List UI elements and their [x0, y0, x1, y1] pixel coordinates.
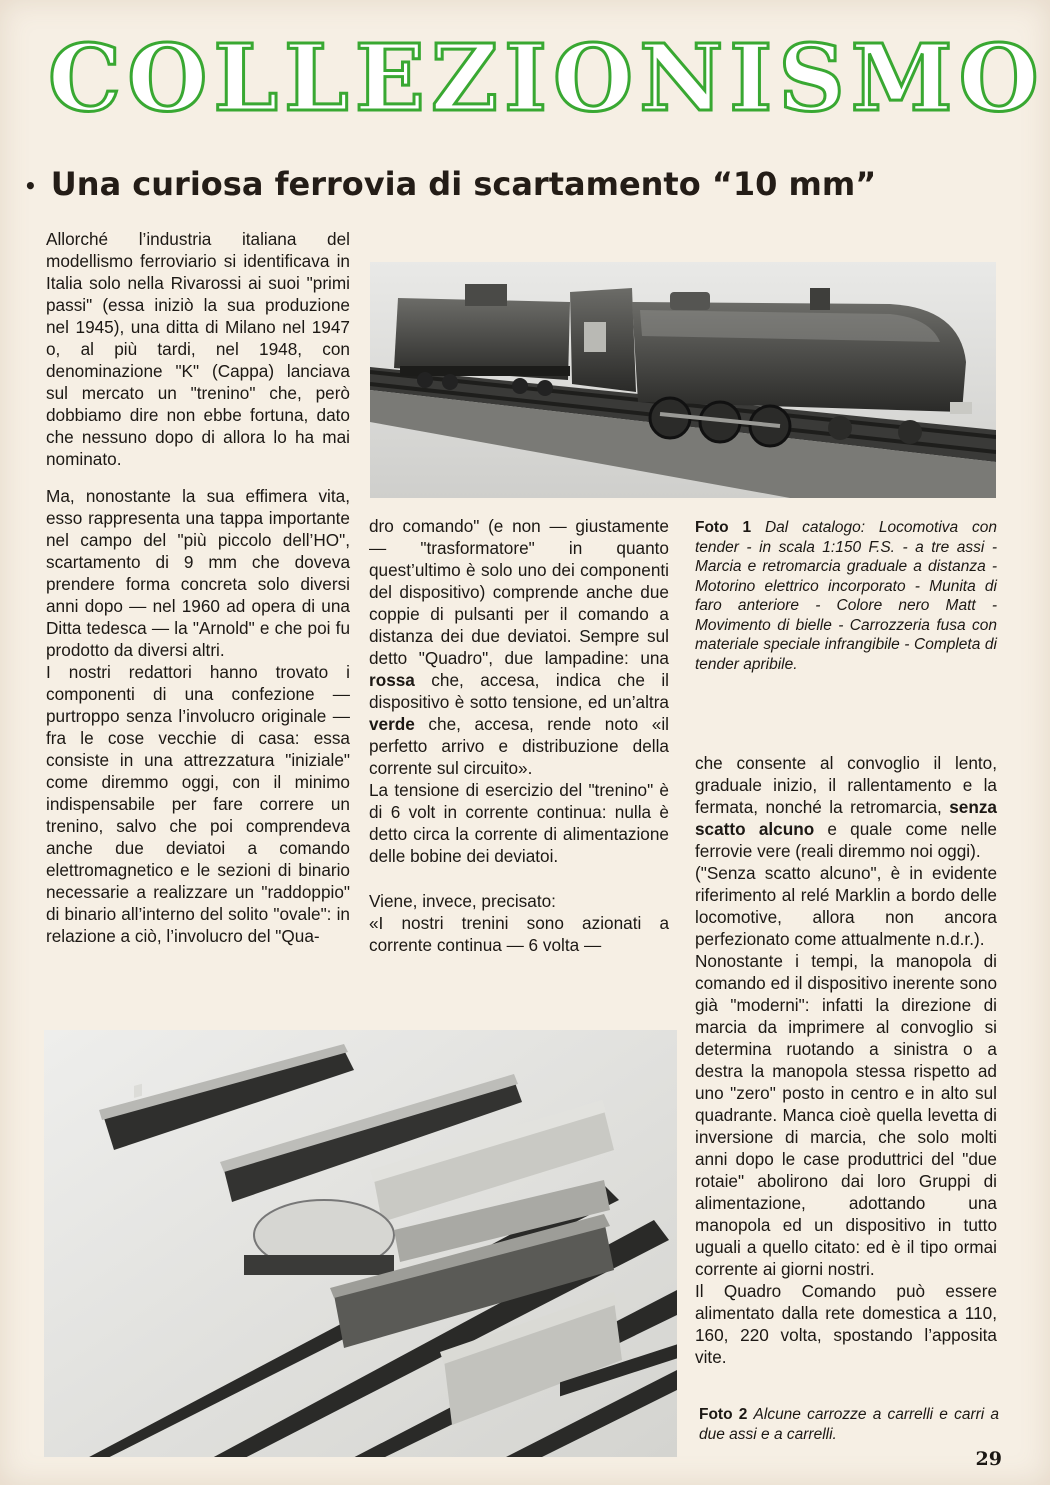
paragraph-text: che consente al convoglio il lento, graduale inizio, il rallentamento e la fermata, nonché la retromarcia, [695, 753, 997, 817]
caption-text: Dal catalogo: Locomotiva con tender - in scala 1:150 F.S. - a tre assi - Marcia e retromarcia graduale a distanza - Motorino elettrico incorporato - Munita di faro anteriore - Colore nero Matt - Movimento di bielle - Carrozzeria fusa con materiale speciale infrangibile - Completa di tender apribile. [695, 519, 997, 673]
paragraph: Viene, invece, precisato: [369, 891, 556, 911]
paragraph [695, 752, 997, 1368]
page-number: 29 [975, 1448, 1002, 1470]
paragraph-text: ("Senza scatto alcuno", è in evidente riferimento al relé Marklin a bordo delle locomotive, allora non ancora perfezionato come attualmente n.d.r.). [695, 863, 997, 949]
photo-carriages [44, 1030, 677, 1457]
paragraph-text: e quale come nelle ferrovie vere (reali diremmo noi oggi). [695, 819, 997, 861]
paragraph [46, 485, 350, 947]
paragraph-text: che, accesa, rende noto «il perfetto arrivo e distribuzione della corrente sul circuito». [369, 714, 669, 778]
emphasis-verde: verde [369, 714, 415, 734]
paragraph-text: Il Quadro Comando può essere alimentato dalla rete domestica a 110, 160, 220 volta, spostando l’apposita vite. [695, 1281, 997, 1367]
paragraph-text: Nonostante i tempi, la manopola di comando ed il dispositivo inerente sono già "moderni": infatti la direzione di marcia da imprimere al convoglio si determina ruotando a sinistra o a destra la manopola stessa rispetto ad uno "zero" posto in centro e in alto sul quadrante. Manca cioè quella levetta di inversione di marcia, che solo molti anni dopo le case produttrici del "due rotaie" abolirono dai loro Gruppi di alimentazione, adottando una manopola ed un dispositivo in tutto uguali a quello citato: ed è il tipo ormai corrente ai giorni nostri. [695, 951, 997, 1279]
emphasis-rossa: rossa [369, 670, 415, 690]
article-title-text: Una curiosa ferrovia di scartamento “10 mm” [50, 165, 877, 203]
paragraph: «I nostri trenini sono azionati a corrente continua — 6 volta — [369, 913, 669, 955]
section-title: COLLEZIONISMO [48, 24, 1045, 132]
paragraph-text: che, accesa, indica che il dispositivo è sotto tensione, ed un’altra [369, 670, 669, 712]
paragraph [369, 515, 669, 867]
caption-label: Foto 2 [699, 1406, 748, 1423]
article-title [24, 162, 1004, 208]
bullet-icon: • [24, 174, 37, 198]
paragraph: Allorché l’industria italiana del modellismo ferroviario si identificava in Italia solo nella Rivarossi ai suoi "primi passi" (essa iniziò la sua produzione nel 1945), una ditta di Milano nel 1947 o, al più tardi, nel 1948, con denominazione "K" (Cappa) lanciava sul mercato un "trenino" che, però dobbiamo dire non ebbe fortuna, dato che nessuno dopo di allora lo ha mai nominato. [46, 229, 350, 469]
paragraph-text: dro comando" (e non — giustamente — "trasformatore" in quanto quest’ultimo è solo uno dei componenti del dispositivo) comprende anche due coppie di pulsanti per il comando a distanza dei due deviatoi. Sempre sul detto "Quadro", due lampadine: una [369, 516, 669, 668]
caption-label: Foto 1 [695, 519, 752, 536]
paragraph-text: I nostri redattori hanno trovato i componenti di una confezione — purtroppo senza l’involucro originale — fra le cose vecchie di casa: essa consiste in una attrezzatura "iniziale" come diremmo oggi, con il minimo indispensabile per fare correre un trenino, salvo che poi comprendeva anche due deviatoi a comando elettromagnetico e le sezioni di binario necessarie a realizzare un "raddoppio" di binario all’interno del solito "ovale": in relazione a ciò, l’involucro del "Qua- [46, 662, 350, 946]
caption-text: Alcune carrozze a carrelli e carri a due assi e a carrelli. [699, 1406, 999, 1443]
photo-locomotive [370, 262, 996, 498]
paragraph-text: La tensione di esercizio del "trenino" è di 6 volt in corrente continua: nulla è detto circa la corrente di alimentazione delle bobine dei deviatoi. [369, 780, 669, 866]
paragraph-text: Ma, nonostante la sua effimera vita, esso rappresenta una tappa importante nel campo del "più piccolo dell’HO", scartamento di 9 mm che doveva prendere forma concreta solo diversi anni dopo — nel 1960 ad opera di una Ditta tedesca — la "Arnold" e che poi fu prodotto da diversi altri. [46, 486, 350, 660]
emphasis-senza-scatto: senza scatto alcuno [695, 797, 997, 839]
photo-caption-2 [699, 1405, 999, 1444]
photo-caption-1 [695, 518, 997, 674]
